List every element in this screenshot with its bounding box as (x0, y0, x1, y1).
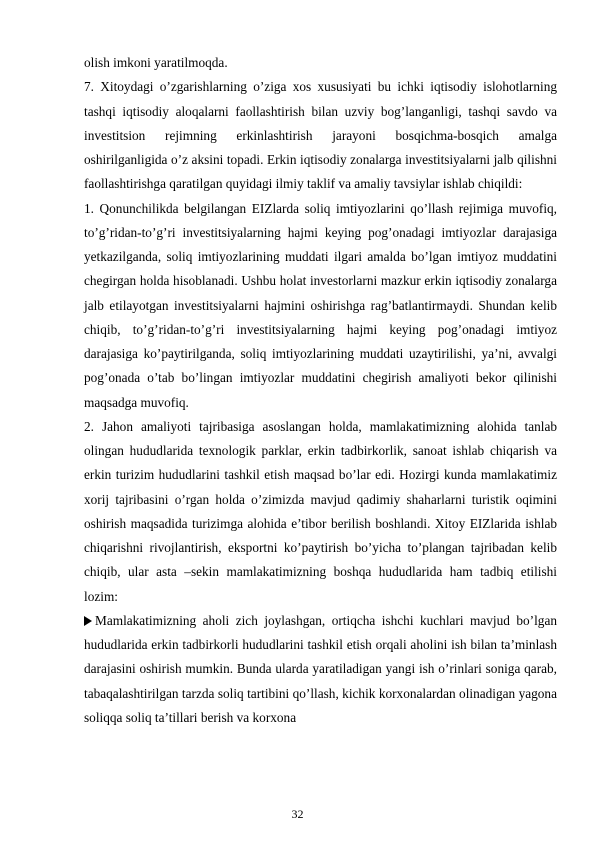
paragraph-item-1: 1. Qonunchilikda belgilangan EIZlarda soliq imtiyozlarini qo’llash rejimiga muvofiq, to’g’ridan-to’g’ri investitsiyalarning hajmi keying pog’onadagi imtiyozlar darajasiga yetkazilganda, soliq imtiyozlarining muddati ilgari amalda bo’lgan imtiyoz muddatini chegirgan holda hisoblanadi. Ushbu holat investorlarni mazkur erkin iqtisodiy zonalarga jalb etilayotgan investitsiyalarni hajmini oshirishga rag’batlantirmaydi. Shundan kelib chiqib, to’g’ridan-to’g’ri investitsiyalarning hajmi keying pog’onadagi imtiyoz darajasiga ko’paytirilganda, soliq imtiyozlarining muddati uzaytirilishi, ya’ni, avvalgi pog’onada o’tab bo’lingan imtiyozlar muddatini chegirish amaliyoti bekor qilinishi maqsadga muvofiq. (84, 200, 557, 410)
arrowhead-bullet-icon (84, 616, 92, 626)
paragraph-item-2: 2. Jahon amaliyoti tajribasiga asoslangan holda, mamlakatimizning alohida tanlab olingan hududlarida texnologik parklar, erkin tadbirkorlik, sanoat ishlab chiqarish va erkin turizim hududlarini tashkil etish maqsad bo’lar edi. Hozirgi kunda mamlakatimiz xorij tajribasini o’rgan holda o’zimizda mavjud qadimiy shaharlarni turistik oqimini oshirish maqsadida turizimga alohida e’tibor berilish boshlandi. Xitoy EIZlarida ishlab chiqarishni rivojlantirish, eksportni ko’paytirish bo’yicha to’plangan tajribadan kelib chiqib, ular asta –sekin mamlakatimizning boshqa hududlarida ham tadbiq etilishi lozim: (84, 418, 557, 604)
page-number: 32 (291, 807, 304, 821)
paragraph-continuation: olish imkoni yaratilmoqda. (84, 55, 228, 70)
bullet-text: Mamlakatimizning aholi zich joylashgan, ortiqcha ishchi kuchlari mavjud bo’lgan hududlarida erkin tadbirkorli hududlarini tashkil etish orqali aholini ish bilan ta’minlash darajasini oshirish mumkin. Bunda ularda yaratiladigan yangi ish o’rinlari soniga qarab, tabaqalashtirilgan tarzda soliq tartibini qo’llash, kichik korxonalardan olinadigan yagona soliqqa soliq ta’tillari berish va korxona (84, 612, 557, 725)
bullet-list-item (84, 609, 557, 730)
paragraph-item-7: 7. Xitoydagi o’zgarishlarning o’ziga xos xususiyati bu ichki iqtisodiy islohotlarning tashqi iqtisodiy aloqalarni faollashtirish bilan uzviy bog’langanligi, tashqi savdo va investitsion rejimning erkinlashtirish jarayoni bosqichma-bosqich amalga oshirilganligida o’z aksini topadi. Erkin iqtisodiy zonalarga investitsiyalarni jalb qilishni faollashtirishga qaratilgan quyidagi ilmiy taklif va amaliy tavsiylar ishlab chiqildi: (84, 79, 557, 192)
document-body (84, 51, 557, 730)
